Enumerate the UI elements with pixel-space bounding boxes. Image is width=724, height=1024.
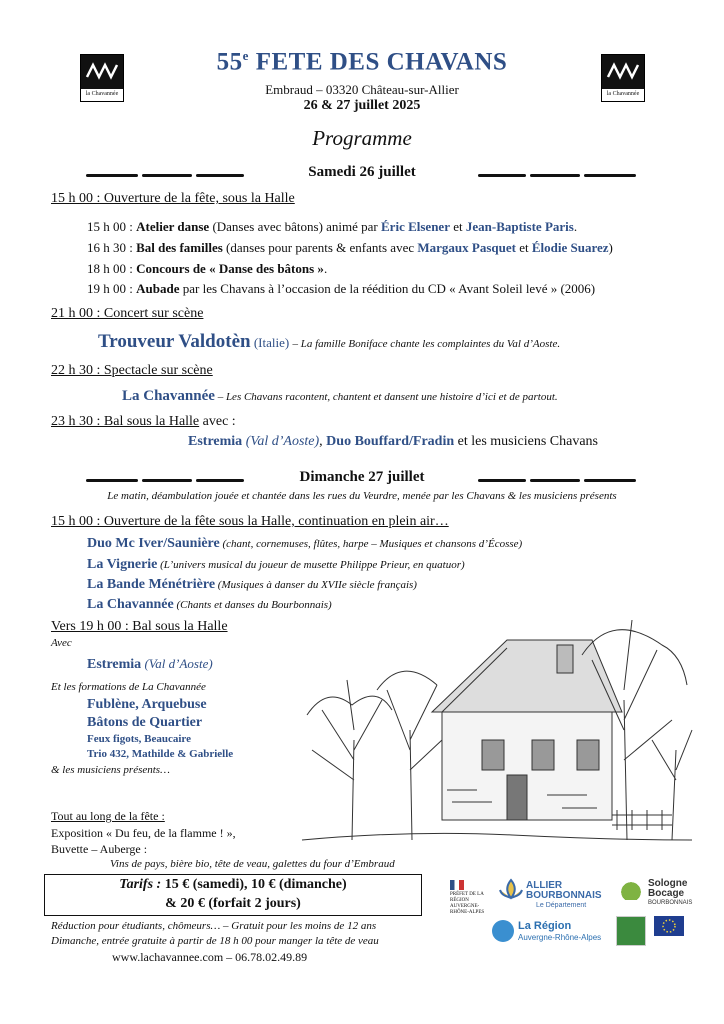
formation-line: Bâtons de Quartier (87, 715, 203, 730)
reduction-line: Réduction pour étudiants, chômeurs… – Gratuit pour les moins de 12 ans (51, 920, 377, 932)
sunday-free-line: Dimanche, entrée gratuite à partir de 18 h 00 pour manger la tête de veau (51, 935, 379, 947)
logo-label: la Chavannée (606, 91, 640, 97)
avec-label: Avec (51, 637, 72, 649)
musicians-present: & les musiciens présents… (51, 764, 170, 776)
fleur-de-lis-icon (496, 878, 526, 904)
address: Embraud – 03320 Château-sur-Allier (265, 82, 459, 97)
formation-line-small: Trio 432, Mathilde & Gabrielle (87, 748, 234, 760)
concert-line: Trouveur Valdotèn (Italie) – La famille Boniface chante les complaintes du Val d’Aoste. (98, 331, 561, 352)
contact-line: www.lachavannee.com – 06.78.02.49.89 (112, 950, 308, 964)
sunday-bal-band: Estremia (Val d’Aoste) (87, 656, 213, 672)
formations-intro: Et les formations de La Chavannée (51, 681, 206, 693)
dates: 26 & 27 juillet 2025 (303, 98, 421, 113)
tree-icon (618, 880, 644, 900)
programme-title: Programme (312, 126, 412, 150)
eu-flag-icon (654, 916, 684, 936)
page-title: 55e FETE DES CHAVANS (216, 48, 508, 76)
saturday-opening: 15 h 00 : Ouverture de la fête, sous la Halle (51, 191, 295, 206)
concert-heading: 21 h 00 : Concert sur scène (51, 306, 204, 321)
group-line: Duo Mc Iver/Saunière (chant, cornemuses, flûtes, harpe – Musiques et chansons d’Écosse) (87, 536, 523, 551)
food-line: Vins de pays, bière bio, tête de veau, galettes du four d’Embraud (110, 858, 395, 870)
buvette-line: Buvette – Auberge : (51, 842, 148, 856)
formation-line: Fublène, Arquebuse (87, 697, 207, 712)
sunday-opening: 15 h 00 : Ouverture de la fête sous la Halle, continuation en plein air… (51, 514, 449, 529)
sunday-morning: Le matin, déambulation jouée et chantée dans les rues du Veurdre, menée par les Chavans & les musiciens présents (107, 490, 617, 502)
schedule-item: 19 h 00 : Aubade par les Chavans à l’occasion de la réédition du CD « Avant Soleil levé » (2006) (87, 281, 596, 296)
tarifs-box: Tarifs : 15 € (samedi), 10 € (dimanche) & 20 € (forfait 2 jours) (44, 874, 422, 916)
saturday-heading: Samedi 26 juillet (308, 164, 416, 180)
show-line: La Chavannée – Les Chavans racontent, chantent et dansent une histoire d’ici et de partout. (122, 388, 558, 404)
schedule-item: 16 h 30 : Bal des familles (danses pour parents & enfants avec Margaux Pasquet et Élodie Suarez) (87, 240, 613, 255)
show-heading: 22 h 30 : Spectacle sur scène (51, 363, 213, 378)
sunday-bal-heading: Vers 19 h 00 : Bal sous la Halle (51, 619, 228, 634)
group-line: La Bande Ménétrière (Musiques à danser du XVIIe siècle français) (87, 577, 417, 592)
all-along-heading: Tout au long de la fête : (51, 809, 165, 823)
bal-line: Estremia (Val d’Aoste), Duo Bouffard/Fradin et les musiciens Chavans (188, 434, 599, 449)
bal-heading: 23 h 30 : Bal sous la Halle avec : (51, 414, 236, 429)
sunday-heading: Dimanche 27 juillet (299, 469, 425, 485)
schedule-item: 18 h 00 : Concours de « Danse des bâtons ». (87, 261, 328, 276)
formation-line-small: Feux figots, Beaucaire (87, 733, 191, 745)
group-line: La Chavannée (Chants et danses du Bourbonnais) (87, 597, 332, 612)
expo-line: Exposition « Du feu, de la flamme ! », (51, 826, 236, 840)
leader-logo-icon (616, 916, 646, 946)
region-icon (492, 920, 514, 942)
house-illustration (292, 590, 696, 866)
prefet-logo: PRÉFET DE LA RÉGION AUVERGNE-RHÔNE-ALPES (450, 880, 486, 916)
group-line: La Vignerie (L’univers musical du joueur de musette Philippe Prieur, en quatuor) (87, 557, 465, 572)
logo-label: la Chavannée (85, 91, 119, 97)
schedule-item: 15 h 00 : Atelier danse (Danses avec bâtons) animé par Éric Elsener et Jean-Baptiste Paris. (87, 219, 578, 234)
